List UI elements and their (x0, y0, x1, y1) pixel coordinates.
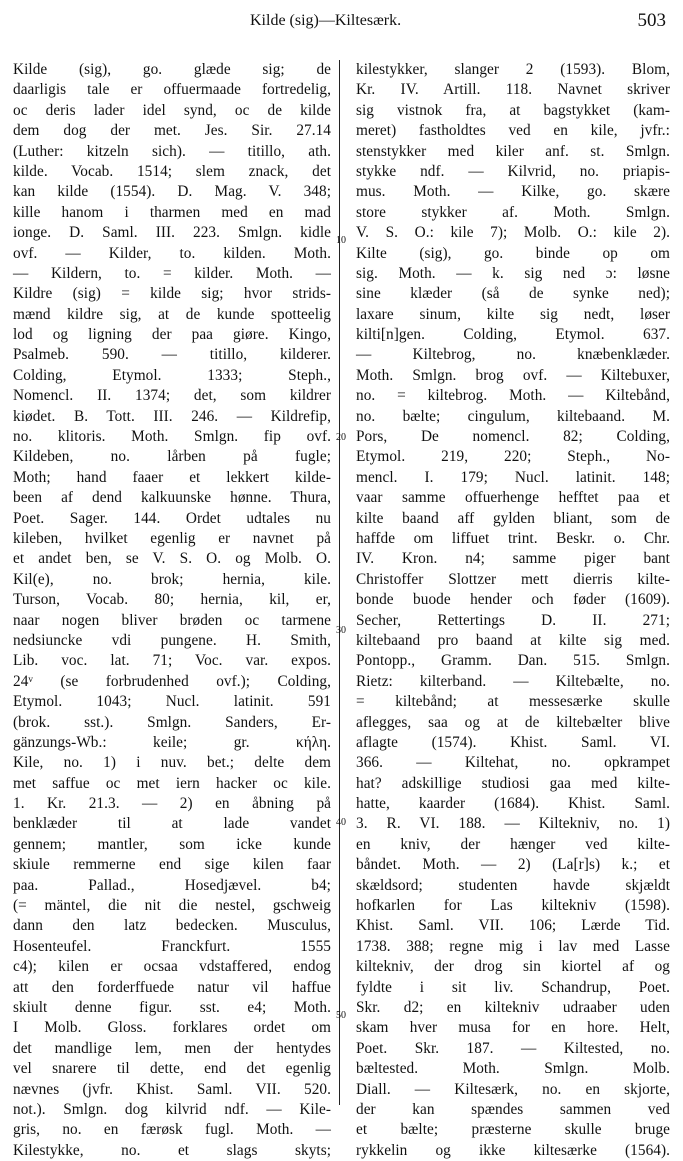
text-line: der kan spændes sammen ved (356, 1100, 670, 1118)
text-line: Kilestykke, no. et slags skyts; (13, 1141, 331, 1159)
text-line: gris, no. en færøsk fugl. Moth. — (13, 1121, 331, 1139)
text-line: met saffue oc met iern hacker oc kile. (13, 774, 331, 792)
text-line: Diall. — Kiltesærk, no. en skjorte, (356, 1080, 670, 1098)
text-line: kilde. Vocab. 1514; slem znack, det (13, 162, 331, 180)
text-line: = kiltebånd; at messesærke skulle (356, 693, 670, 711)
text-line: kileben, hvilket egenlig er navnet på (13, 529, 331, 547)
left-column (13, 60, 331, 1159)
text-line: Moth; hand faaer et lekkert kilde- (13, 468, 331, 486)
text-line: Kile, no. 1) i nuv. bet.; delte dem (13, 754, 331, 772)
text-line: no. klitoris. Moth. Smlgn. fip ovf. (13, 428, 331, 446)
text-line: been af dend kalkuunske hønne. Thura, (13, 489, 331, 507)
text-line: hatte, kaarder (1684). Khist. Saml. (356, 795, 670, 813)
text-line: kiltekniv, der drog sin kiortel af og (356, 958, 670, 976)
text-line: att den forderffuede natur vil haffue (13, 978, 331, 996)
page-header (0, 12, 683, 36)
text-line: Moth. Smlgn. brog ovf. — Kiltebuxer, (356, 366, 670, 384)
text-line: kan kilde (1554). D. Mag. V. 348; (13, 183, 331, 201)
text-line: Poet. Skr. 187. — Kiltested, no. (356, 1039, 670, 1057)
line-number: 20 (336, 432, 346, 443)
text-line: — Kiltebrog, no. knæbenklæder. (356, 346, 670, 364)
text-line: bæltested. Moth. Smlgn. Molb. (356, 1060, 670, 1078)
text-line: Psalmeb. 590. — titillo, kilderer. (13, 346, 331, 364)
text-line: Christoffer Slottzer mett dierris kilte- (356, 570, 670, 588)
text-line: båndet. Moth. — 2) (La[r]s) k.; et (356, 856, 670, 874)
text-line: fyldte i sit liv. Schandrup, Poet. (356, 978, 670, 996)
text-line: Turson, Vocab. 80; hernia, kil, er, (13, 591, 331, 609)
text-line: oc deris lader idel synd, oc de kilde (13, 101, 331, 119)
text-line: kiødet. B. Tott. III. 246. — Kildrefip, (13, 407, 331, 425)
text-line: Rietz: kilterband. — Kiltebælte, no. (356, 672, 670, 690)
line-number: 10 (336, 235, 346, 246)
text-line: Kildre (sig) = kilde sig; hvor strids- (13, 285, 331, 303)
text-line: gennem; mantler, som icke kunde (13, 835, 331, 853)
text-line: (Luther: kitzeln sich). — titillo, ath. (13, 142, 331, 160)
text-line: 1. Kr. 21.3. — 2) en åbning på (13, 795, 331, 813)
text-line: mencl. I. 179; Nucl. latinit. 148; (356, 468, 670, 486)
text-line: 3. R. VI. 188. — Kiltekniv, no. 1) (356, 815, 670, 833)
text-line: skam hver musa for en hore. Helt, (356, 1019, 670, 1037)
text-line: Skr. d2; en kiltekniv udraaber uden (356, 998, 670, 1016)
text-line: (brok. sst.). Smlgn. Sanders, Er- (13, 713, 331, 731)
text-line: — Kildern, to. = kilder. Moth. — (13, 264, 331, 282)
text-line: Kil(e), no. brok; hernia, kile. (13, 570, 331, 588)
page-number: 503 (637, 10, 666, 31)
text-line: V. S. O.: kile 7); Molb. O.: kile 2). (356, 224, 670, 242)
text-line: Lib. voc. lat. 71; Voc. var. expos. (13, 652, 331, 670)
text-line: (= mäntel, die nit die nestel, gschweig (13, 897, 331, 915)
text-line: skældsord; studenten havde skjældt (356, 876, 670, 894)
text-line: vel snarere til dette, end det egenlig (13, 1060, 331, 1078)
text-line: hofkarlen for Las kiltekniv (1598). (356, 897, 670, 915)
text-line: vaar samme offuerhenge hefftet paa et (356, 489, 670, 507)
text-line: et bælte; præsterne skulle bruge (356, 1121, 670, 1139)
text-line: et andet ben, se V. S. O. og Molb. O. (13, 550, 331, 568)
text-line: aflegges, saa og at de kiltebælter blive (356, 713, 670, 731)
text-line: naar nogen bliver brøden oc tarmene (13, 611, 331, 629)
text-line: aflagte (1574). Khist. Saml. VI. (356, 733, 670, 751)
running-title: Kilde (sig)—Kiltesærk. (250, 12, 402, 29)
text-line: skiult denne figur. sst. e4; Moth. (13, 998, 331, 1016)
text-line: Etymol. 1043; Nucl. latinit. 591 (13, 693, 331, 711)
text-line: 366. — Kiltehat, no. opkrampet (356, 754, 670, 772)
text-line: kilestykker, slanger 2 (1593). Blom, (356, 61, 670, 78)
text-line: Kilde (sig), go. glæde sig; de (13, 61, 331, 78)
text-line: 24ᵛ (se forbrudenhed ovf.); Colding, (13, 672, 331, 690)
text-line: Colding, Etymol. 1333; Steph., (13, 366, 331, 384)
text-line: Poet. Sager. 144. Ordet udtales nu (13, 509, 331, 527)
text-line: Kilte (sig), go. binde op om (356, 244, 670, 262)
text-line: ionge. D. Saml. III. 223. Smlgn. kidle (13, 224, 331, 242)
text-line: no. = kiltebrog. Moth. — Kiltebånd, (356, 387, 670, 405)
text-line: benklæder til at lade vandet (13, 815, 331, 833)
text-line: kilti[n]gen. Colding, Etymol. 637. (356, 326, 670, 344)
column-divider (339, 60, 340, 1105)
text-line: ovf. — Kilder, to. kilden. Moth. (13, 244, 331, 262)
text-line: paa. Pallad., Hosedjævel. b4; (13, 876, 331, 894)
line-number: 50 (336, 1010, 346, 1021)
text-line: sig. Moth. — k. sig ned ɔ: løsne (356, 264, 670, 282)
text-line: Pors, De nomencl. 82; Colding, (356, 428, 670, 446)
text-line: mus. Moth. — Kilke, go. skære (356, 183, 670, 201)
text-line: Pontopp., Gramm. Dan. 515. Smlgn. (356, 652, 670, 670)
text-line: Etymol. 219, 220; Steph., No- (356, 448, 670, 466)
text-line: not.). Smlgn. dog kilvrid ndf. — Kile- (13, 1100, 331, 1118)
text-line: sine klæder (så de synke ned); (356, 285, 670, 303)
text-line: bonde buode hender och føder (1609). (356, 591, 670, 609)
text-line: dem dog der met. Jes. Sir. 27.14 (13, 122, 331, 140)
text-line: Hosenteufel. Franckfurt. 1555 (13, 937, 331, 955)
text-line: meret) fastholdtes ved en kile, jvfr.: (356, 122, 670, 140)
text-line: kilte baand aff gylden bliant, som de (356, 509, 670, 527)
text-line: haffde om liffuet trint. Beskr. o. Chr. (356, 529, 670, 547)
text-line: kiltebaand pro baand at kilte sig med. (356, 631, 670, 649)
text-line: Nomencl. II. 1374; det, som kildrer (13, 387, 331, 405)
text-line: laxare sinum, kilte sig nedt, løser (356, 305, 670, 323)
text-line: Kr. IV. Artill. 118. Navnet skriver (356, 81, 670, 99)
text-line: c4); kilen er ocsaa vdstaffered, endog (13, 958, 331, 976)
text-line: en kniv, der hænger ved kilte- (356, 835, 670, 853)
text-line: hat? adskillige studiosi gaa med kilte- (356, 774, 670, 792)
text-line: nævnes (jvfr. Khist. Saml. VII. 520. (13, 1080, 331, 1098)
text-line: I Molb. Gloss. forklares ordet om (13, 1019, 331, 1037)
text-line: sig vistnok fra, at bagstykket (kam- (356, 101, 670, 119)
text-line: rykkelin og ikke kiltesærke (1564). (356, 1141, 670, 1159)
text-line: stenstykker med kiler anf. st. Smlgn. (356, 142, 670, 160)
right-column (356, 60, 670, 1159)
text-line: no. bælte; cingulum, kiltebaand. M. (356, 407, 670, 425)
text-line: 1738. 388; regne mig i lav med Lasse (356, 937, 670, 955)
text-line: nedsiuncke vdi pungene. H. Smith, (13, 631, 331, 649)
line-number: 40 (336, 817, 346, 828)
text-line: Kildeben, no. lårben på fugle; (13, 448, 331, 466)
text-line: gänzungs-Wb.: keile; gr. κήλη. (13, 733, 331, 751)
text-line: det mandlige lem, men der hentydes (13, 1039, 331, 1057)
text-line: Secher, Rettertings D. II. 271; (356, 611, 670, 629)
text-line: IV. Kron. n4; samme piger bant (356, 550, 670, 568)
text-line: stykke ndf. — Kilvrid, no. priapis- (356, 162, 670, 180)
text-line: skiule remmerne end sige kilen faar (13, 856, 331, 874)
line-number: 30 (336, 625, 346, 636)
text-line: lod og ligning der paa giøre. Kingo, (13, 326, 331, 344)
text-line: Khist. Saml. VII. 106; Lærde Tid. (356, 917, 670, 935)
text-line: dann den latz bedecken. Musculus, (13, 917, 331, 935)
text-line: store stykker af. Moth. Smlgn. (356, 203, 670, 221)
text-line: mænd kildre sig, at de kunde spotteelig (13, 305, 331, 323)
text-line: kille hanom i tharmen med en mad (13, 203, 331, 221)
text-line: daarligis tale er offuermaade fortredelig, (13, 81, 331, 99)
